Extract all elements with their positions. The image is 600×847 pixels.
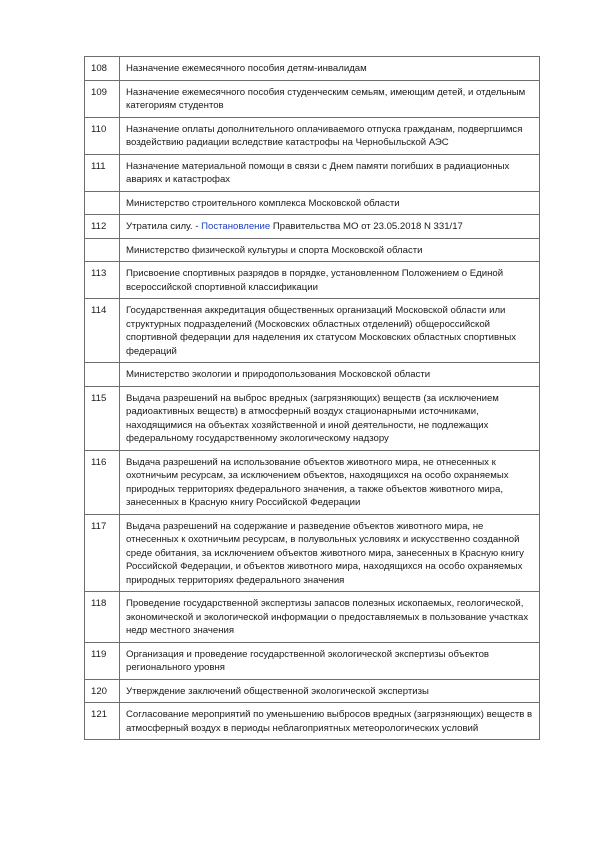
- row-number: 112: [85, 215, 120, 239]
- ministry-heading: Министерство экологии и природопользования Московской области: [120, 363, 540, 387]
- service-text: Назначение ежемесячного пособия детям-инвалидам: [120, 57, 540, 81]
- service-text: Согласование мероприятий по уменьшению выбросов вредных (загрязняющих) веществ в атмосферный воздух в периоды неблагоприятных метеорологических условий: [120, 703, 540, 740]
- row-number: [85, 238, 120, 262]
- service-text: Выдача разрешений на выброс вредных (загрязняющих) веществ (за исключением радиоактивных веществ) в атмосферный воздух стационарными источниками, находящимися на объектах хозяйственной и иной деятельности, не подлежащих федеральному государственному экологическому надзору: [120, 386, 540, 450]
- services-table: [84, 56, 540, 740]
- service-text: Назначение материальной помощи в связи с Днем памяти погибших в радиационных авариях и катастрофах: [120, 154, 540, 191]
- table-row: [85, 642, 540, 679]
- service-text: Выдача разрешений на содержание и разведение объектов животного мира, не отнесенных к охотничьим ресурсам, в полувольных условиях и искусственно созданной среде обитания, за исключением объектов животного мира, занесенных в Красную книгу Российской Федерации, и объектов животного мира, находящихся на особо охраняемых природных территориях федерального значения: [120, 514, 540, 592]
- row-number: 117: [85, 514, 120, 592]
- row-number: 114: [85, 299, 120, 363]
- row-number: 116: [85, 450, 120, 514]
- service-text: Утверждение заключений общественной экологической экспертизы: [120, 679, 540, 703]
- repeal-prefix: Утратила силу. -: [126, 221, 202, 232]
- row-number: 109: [85, 80, 120, 117]
- table-row: [85, 592, 540, 643]
- table-row: [85, 154, 540, 191]
- row-number: 118: [85, 592, 120, 643]
- row-number: 121: [85, 703, 120, 740]
- row-number: 110: [85, 117, 120, 154]
- row-number: 108: [85, 57, 120, 81]
- table-row: [85, 57, 540, 81]
- row-number: [85, 363, 120, 387]
- table-row: [85, 117, 540, 154]
- row-number: 113: [85, 262, 120, 299]
- row-number: 119: [85, 642, 120, 679]
- section-row: [85, 363, 540, 387]
- row-number: 115: [85, 386, 120, 450]
- table-row: [85, 215, 540, 239]
- row-number: 111: [85, 154, 120, 191]
- service-text: Присвоение спортивных разрядов в порядке, установленном Положением о Единой всероссийской спортивной классификации: [120, 262, 540, 299]
- section-row: [85, 191, 540, 215]
- ministry-heading: Министерство строительного комплекса Московской области: [120, 191, 540, 215]
- table-row: [85, 80, 540, 117]
- section-row: [85, 238, 540, 262]
- resolution-link[interactable]: Постановление: [201, 221, 271, 232]
- table-row: [85, 262, 540, 299]
- table-row: [85, 386, 540, 450]
- service-text: Государственная аккредитация общественных организаций Московской области или структурных подразделений (Московских областных отделений) общероссийской спортивной федерации для наделения их статусом Московских областных спортивных федераций: [120, 299, 540, 363]
- service-text: Выдача разрешений на использование объектов животного мира, не отнесенных к охотничьим ресурсам, за исключением объектов, находящихся на особо охраняемых природных территориях федерального значения, а также объектов животного мира, занесенных в Красную книгу Российской Федерации: [120, 450, 540, 514]
- table-row: [85, 450, 540, 514]
- table-row: [85, 679, 540, 703]
- service-text: [120, 215, 540, 239]
- row-number: [85, 191, 120, 215]
- service-text: Назначение оплаты дополнительного оплачиваемого отпуска гражданам, подвергшимся воздействию радиации вследствие катастрофы на Чернобыльской АЭС: [120, 117, 540, 154]
- repeal-suffix: Правительства МО от 23.05.2018 N 331/17: [270, 221, 463, 232]
- table-row: [85, 703, 540, 740]
- service-text: Проведение государственной экспертизы запасов полезных ископаемых, геологической, экономической и экологической информации о предоставляемых в пользование участках недр местного значения: [120, 592, 540, 643]
- table-row: [85, 514, 540, 592]
- service-text: Назначение ежемесячного пособия студенческим семьям, имеющим детей, и отдельным категориям студентов: [120, 80, 540, 117]
- table-row: [85, 299, 540, 363]
- ministry-heading: Министерство физической культуры и спорта Московской области: [120, 238, 540, 262]
- service-text: Организация и проведение государственной экологической экспертизы объектов регионального уровня: [120, 642, 540, 679]
- row-number: 120: [85, 679, 120, 703]
